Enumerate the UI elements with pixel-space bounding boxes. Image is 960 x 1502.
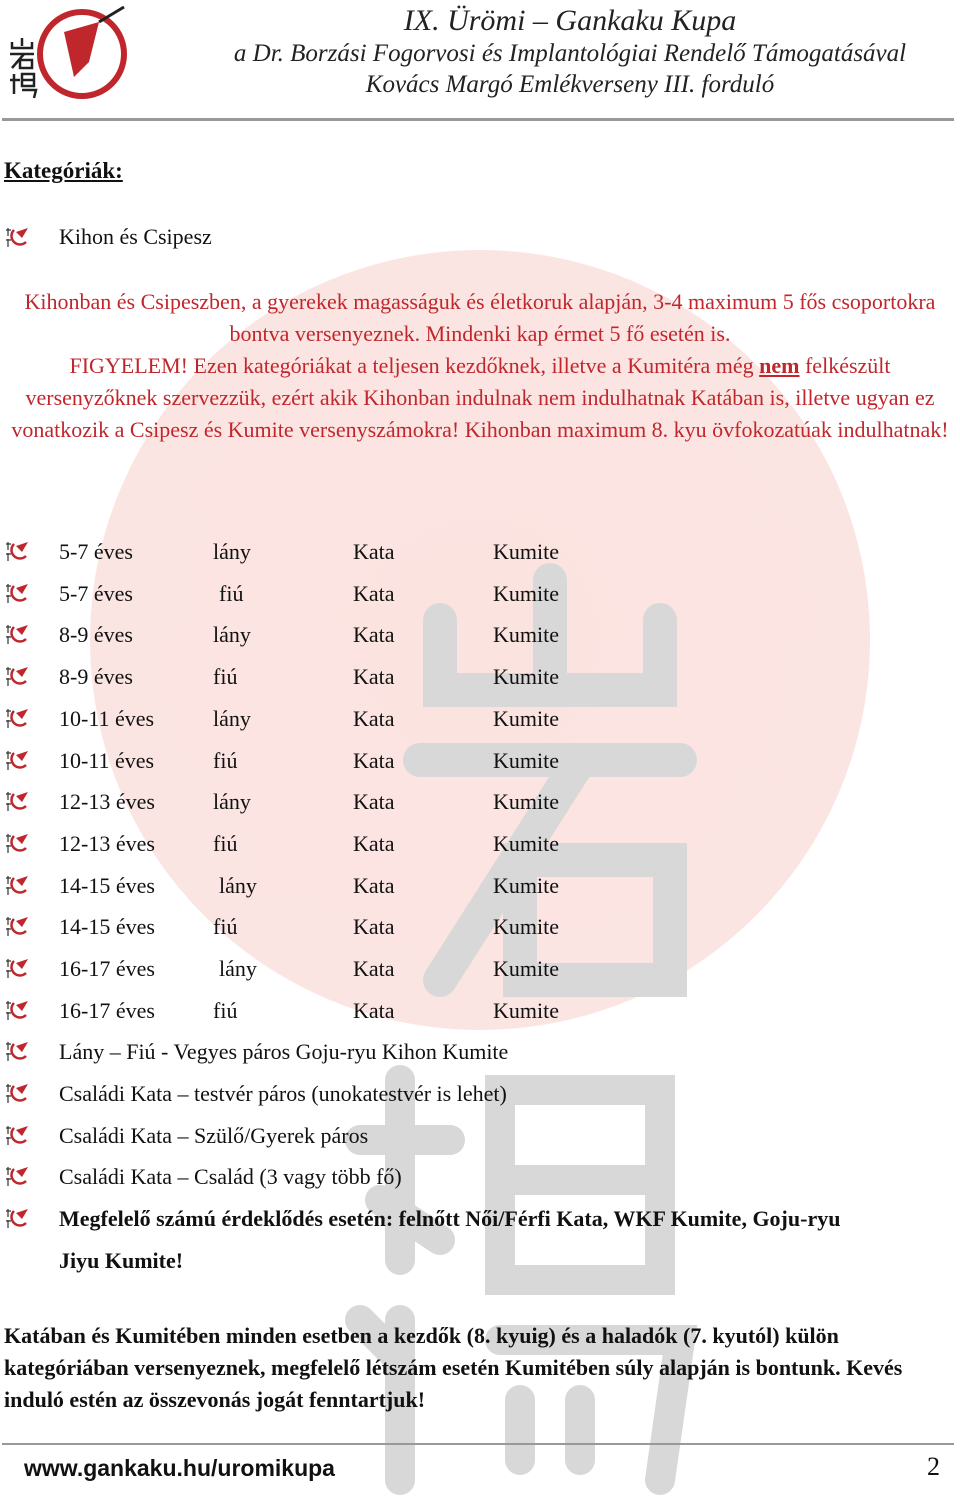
category-kata: Kata xyxy=(353,747,395,773)
category-kata: Kata xyxy=(353,705,395,731)
category-age: 16-17 éves xyxy=(59,997,155,1023)
notice-line-2-rest: felkészült versenyzőknek szervezzük, ezért akik Kihonban indulnak nem indulhatnak Katában is, illetve ugyan ez vonatkozik a Csipesz és Kumite versenyszámokra! Kihonban maximum 8. kyu övfokozatúak indulhatnak! xyxy=(11,353,949,442)
footer-note: Katában és Kumitében minden esetben a kezdők (8. kyuig) és a haladók (7. kyutól) külön kategóriában versenyeznek, megfelelő létszám esetén Kumitében súly alapján is bontunk. Kevés induló estén az összevonás jogát fenntartjuk! xyxy=(4,1323,903,1412)
bullet-logo-icon xyxy=(4,874,30,896)
bold-item: Megfelelő számú érdeklődés esetén: felnőtt Női/Férfi Kata, WKF Kumite, Goju-ryu xyxy=(59,1206,841,1231)
category-age: 10-11 éves xyxy=(59,747,155,773)
category-gender: lány xyxy=(219,956,257,981)
category-kumite: Kumite xyxy=(493,830,559,856)
category-gender: fiú xyxy=(213,747,238,773)
bullet-logo-icon xyxy=(4,1207,30,1229)
item-kihon-csipesz: Kihon és Csipesz xyxy=(59,224,212,249)
header-divider xyxy=(2,118,954,121)
category-age: 10-11 éves xyxy=(59,705,155,731)
category-kumite: Kumite xyxy=(493,622,559,648)
category-age: 5-7 éves xyxy=(59,539,133,564)
category-kata: Kata xyxy=(353,622,395,648)
bullet-logo-icon xyxy=(4,1165,30,1187)
category-age: 12-13 éves xyxy=(59,830,155,856)
section-title: Kategóriák: xyxy=(4,158,123,183)
category-age: 8-9 éves xyxy=(59,664,133,690)
bullet-logo-icon xyxy=(4,1124,30,1146)
category-kata: Kata xyxy=(353,914,395,940)
bullet-logo-icon xyxy=(4,226,30,248)
footer-divider xyxy=(2,1443,954,1445)
watermark-kanji-bottom-icon xyxy=(340,1060,700,1500)
category-age: 5-7 éves xyxy=(59,580,133,606)
header-subtitle: a Dr. Borzási Fogorvosi és Implantológiai Rendelő Támogatásával xyxy=(233,40,907,67)
bullet-logo-icon xyxy=(4,623,30,645)
category-kumite: Kumite xyxy=(493,539,559,564)
extra-item: Családi Kata – Család (3 vagy több fő) xyxy=(59,1164,402,1189)
category-age: 14-15 éves xyxy=(59,872,155,898)
bullet-logo-icon xyxy=(4,749,30,771)
bullet-logo-icon xyxy=(4,832,30,854)
category-kumite: Kumite xyxy=(493,956,559,981)
header-subtitle-2: Kovács Margó Emlékverseny III. forduló xyxy=(365,71,775,98)
notice-emphasis: nem xyxy=(759,353,800,378)
bullet-logo-icon xyxy=(4,582,30,604)
category-age: 8-9 éves xyxy=(59,622,133,648)
extra-item: Családi Kata – testvér páros (unokatestvér is lehet) xyxy=(59,1081,507,1106)
category-kumite: Kumite xyxy=(493,747,559,773)
bullet-logo-icon xyxy=(4,707,30,729)
category-kata: Kata xyxy=(353,997,395,1023)
category-kumite: Kumite xyxy=(493,914,559,940)
category-kumite: Kumite xyxy=(493,997,559,1023)
category-kata: Kata xyxy=(353,539,395,564)
category-kumite: Kumite xyxy=(493,664,559,690)
category-age: 12-13 éves xyxy=(59,789,155,815)
category-gender: fiú xyxy=(219,580,244,606)
category-age: 14-15 éves xyxy=(59,914,155,940)
notice-line-1: Kihonban és Csipeszben, a gyerekek magasságuk és életkoruk alapján, 3-4 maximum 5 fős csoportokra bontva versenyeznek. Mindenki kap érmet 5 fő esetén is. xyxy=(24,289,936,346)
bullet-logo-icon xyxy=(4,665,30,687)
category-gender: fiú xyxy=(213,830,238,856)
category-gender: fiú xyxy=(213,664,238,690)
bullet-logo-icon xyxy=(4,915,30,937)
category-kumite: Kumite xyxy=(493,789,559,815)
notice-line-2: FIGYELEM! Ezen kategóriákat a teljesen kezdőknek, illetve a Kumitéra még xyxy=(69,353,760,378)
category-gender: lány xyxy=(213,789,251,815)
page-number: 2 xyxy=(927,1452,940,1481)
category-kata: Kata xyxy=(353,956,395,981)
category-kata: Kata xyxy=(353,580,395,606)
category-gender: lány xyxy=(213,539,251,564)
notice xyxy=(0,286,960,446)
header-title: IX. Ürömi – Gankaku Kupa xyxy=(403,4,737,37)
category-kata: Kata xyxy=(353,872,395,898)
category-kumite: Kumite xyxy=(493,872,559,898)
category-kata: Kata xyxy=(353,789,395,815)
category-gender: fiú xyxy=(213,997,238,1023)
bullet-logo-icon xyxy=(4,540,30,562)
bullet-logo-icon xyxy=(4,957,30,979)
category-gender: lány xyxy=(213,705,251,731)
bullet-logo-icon xyxy=(4,999,30,1021)
footer-url[interactable]: www.gankaku.hu/uromikupa xyxy=(24,1455,335,1481)
category-gender: lány xyxy=(213,622,251,648)
header xyxy=(0,0,960,120)
bullet-logo-icon xyxy=(4,1082,30,1104)
category-gender: lány xyxy=(219,872,257,898)
category-kumite: Kumite xyxy=(493,705,559,731)
category-kata: Kata xyxy=(353,830,395,856)
category-gender: fiú xyxy=(213,914,238,940)
extra-item: Családi Kata – Szülő/Gyerek páros xyxy=(59,1123,369,1148)
category-age: 16-17 éves xyxy=(59,956,155,981)
category-kata: Kata xyxy=(353,664,395,690)
logo-icon xyxy=(4,2,128,102)
bullet-logo-icon xyxy=(4,790,30,812)
bold-item-cont: Jiyu Kumite! xyxy=(59,1248,184,1273)
extra-item: Lány – Fiú - Vegyes páros Goju-ryu Kihon Kumite xyxy=(59,1039,509,1064)
bullet-logo-icon xyxy=(4,1040,30,1062)
category-kumite: Kumite xyxy=(493,580,559,606)
